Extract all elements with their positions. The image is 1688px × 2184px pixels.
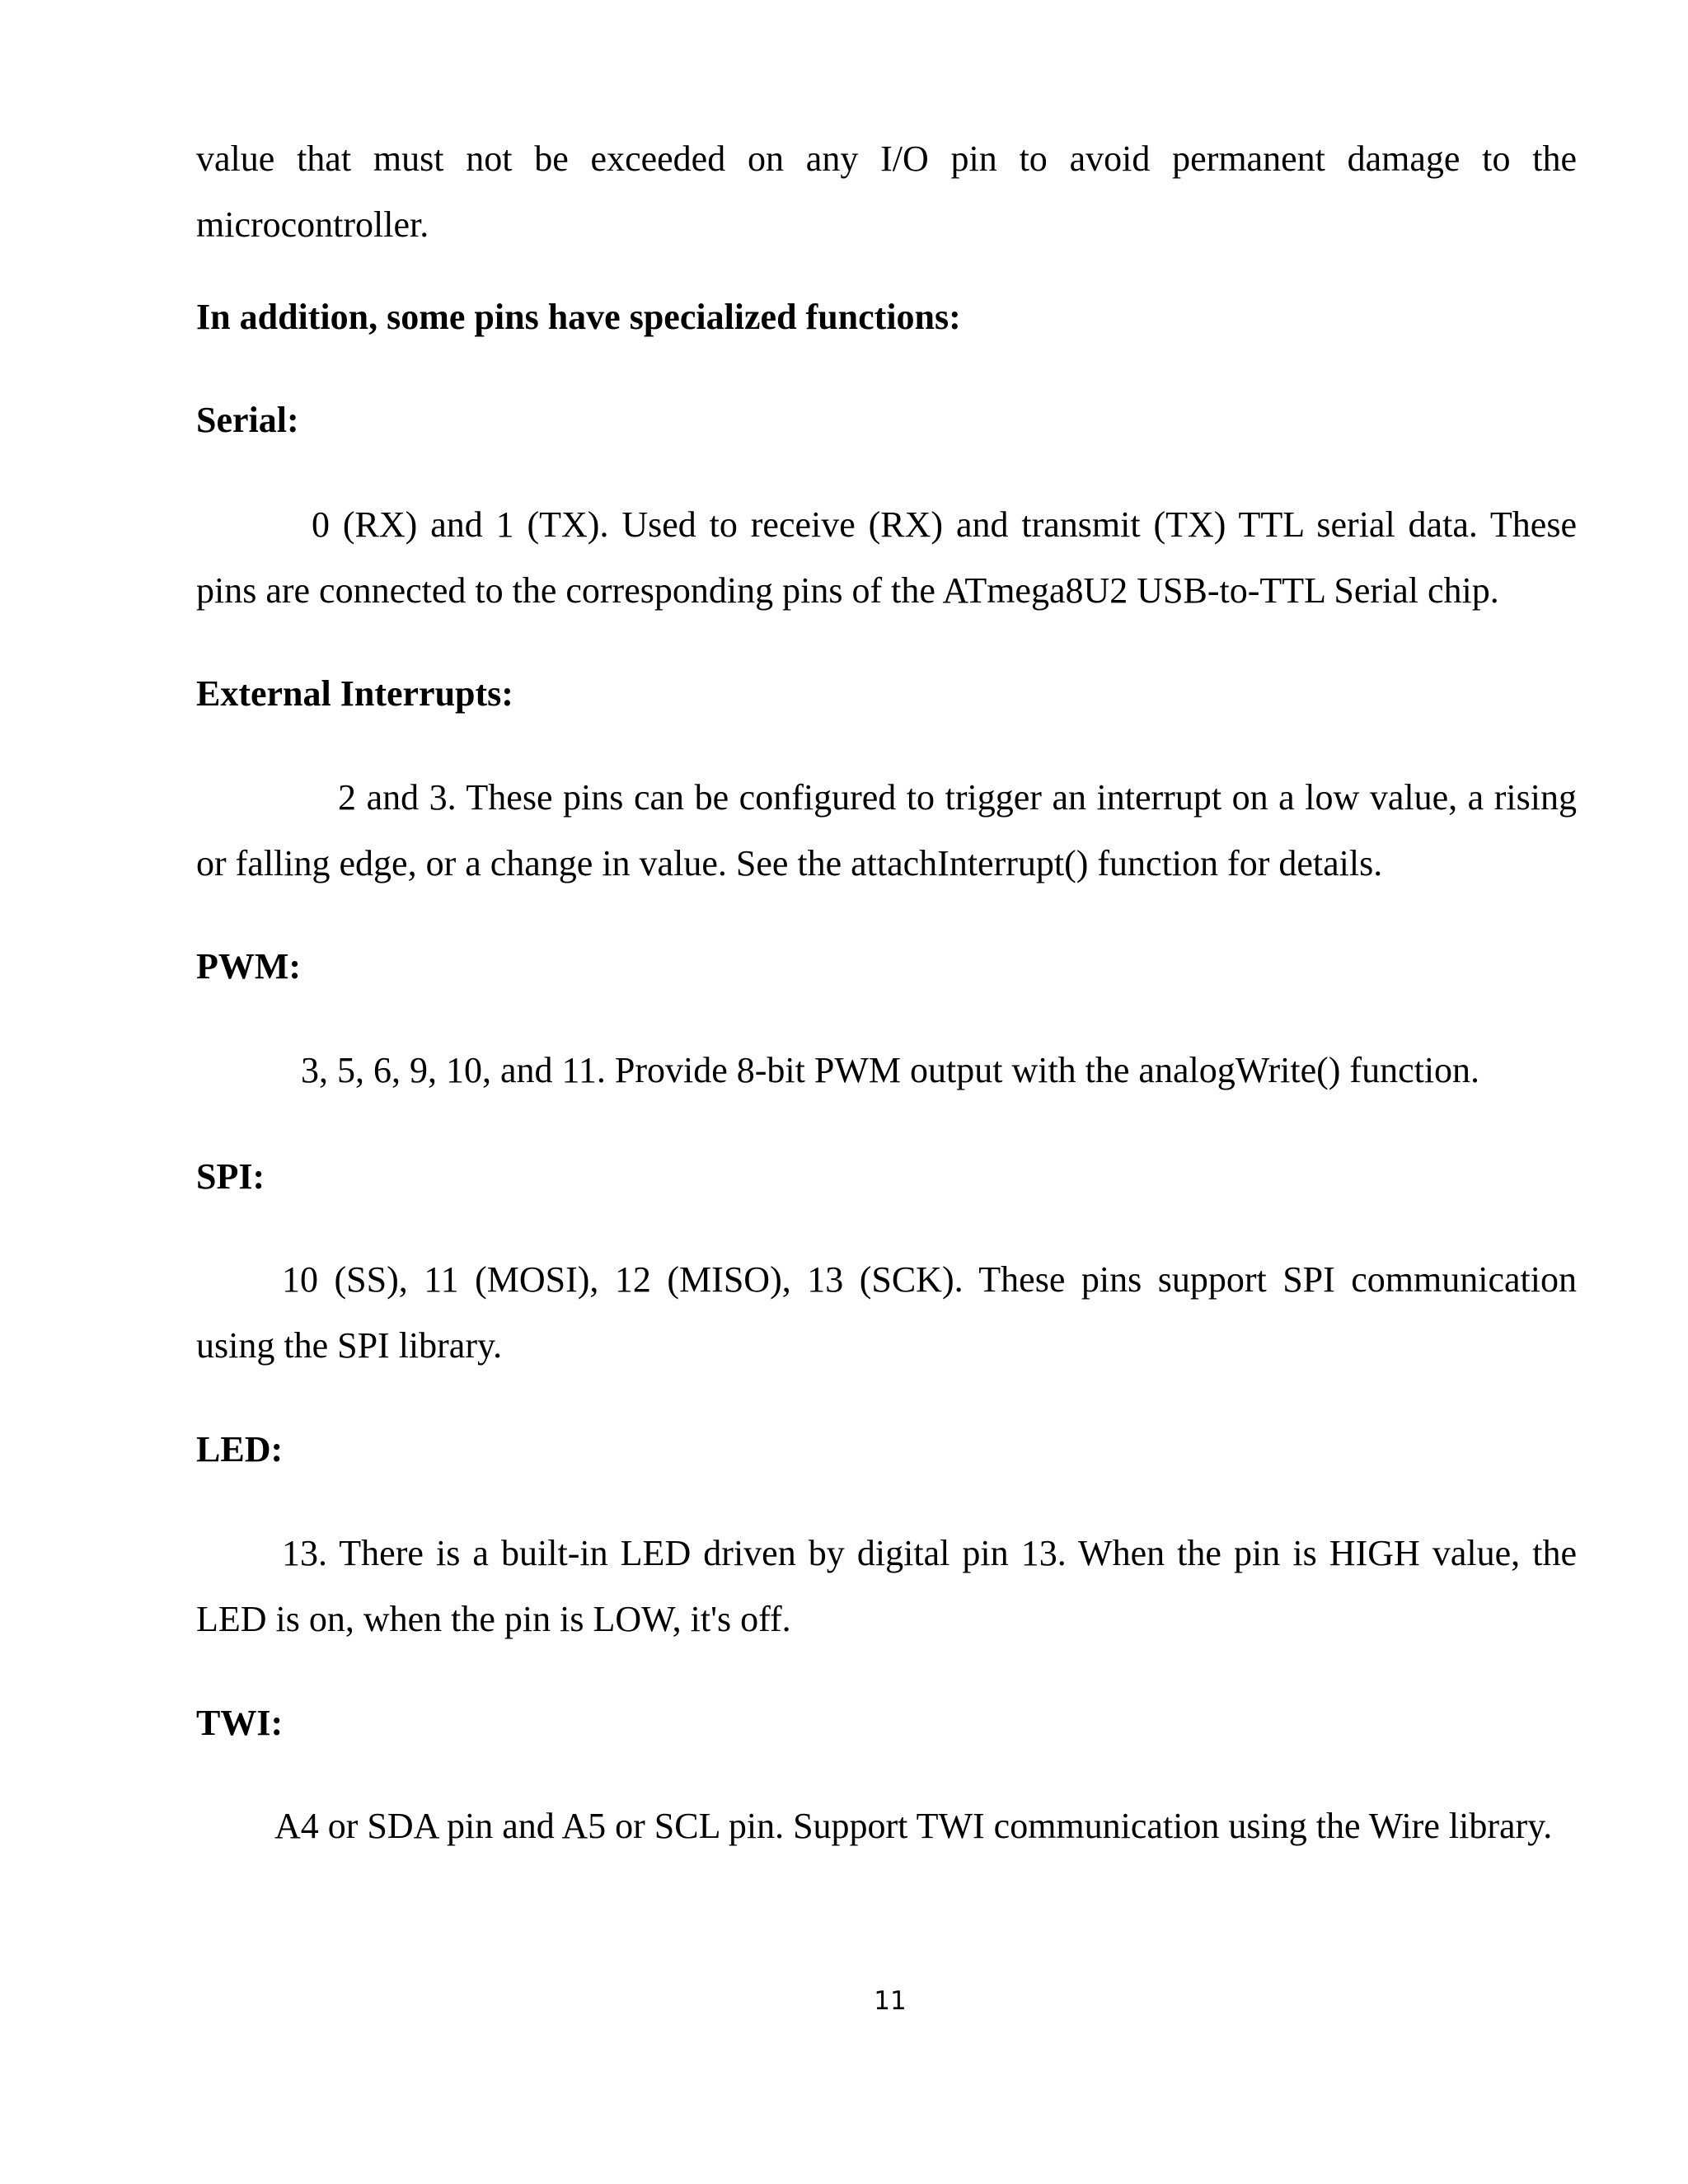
intro-paragraph: value that must not be exceeded on any I/O pin to avoid permanent damage to the microcontroller. [196, 138, 1577, 245]
pwm-paragraph: 3, 5, 6, 9, 10, and 11. Provide 8-bit PWM output with the analogWrite() function. [301, 1050, 1480, 1090]
external-interrupts-heading: External Interrupts: [196, 673, 513, 714]
serial-paragraph: 0 (RX) and 1 (TX). Used to receive (RX) and transmit (TX) TTL serial data. These pins are connected to the corresponding pins of the ATmega8U2 USB-to-TTL Serial chip. [196, 504, 1577, 611]
spi-paragraph: 10 (SS), 11 (MOSI), 12 (MISO), 13 (SCK). These pins support SPI communication using the SPI library. [196, 1259, 1577, 1366]
twi-paragraph: A4 or SDA pin and A5 or SCL pin. Support TWI communication using the Wire library. [274, 1806, 1553, 1846]
pwm-heading: PWM: [196, 946, 302, 987]
led-heading: LED: [196, 1429, 284, 1469]
serial-heading: Serial: [196, 400, 299, 440]
specialized-functions-heading: In addition, some pins have specialized functions: [196, 297, 961, 337]
spi-heading: SPI: [196, 1156, 265, 1197]
page-number: 11 [874, 1986, 907, 2016]
led-paragraph: 13. There is a built-in LED driven by digital pin 13. When the pin is HIGH value, the LED is on, when the pin is LOW, it's off. [196, 1533, 1577, 1639]
twi-heading: TWI: [196, 1703, 284, 1743]
external-interrupts-paragraph: 2 and 3. These pins can be configured to trigger an interrupt on a low value, a rising or falling edge, or a change in value. See the attachInterrupt() function for details. [196, 777, 1577, 883]
